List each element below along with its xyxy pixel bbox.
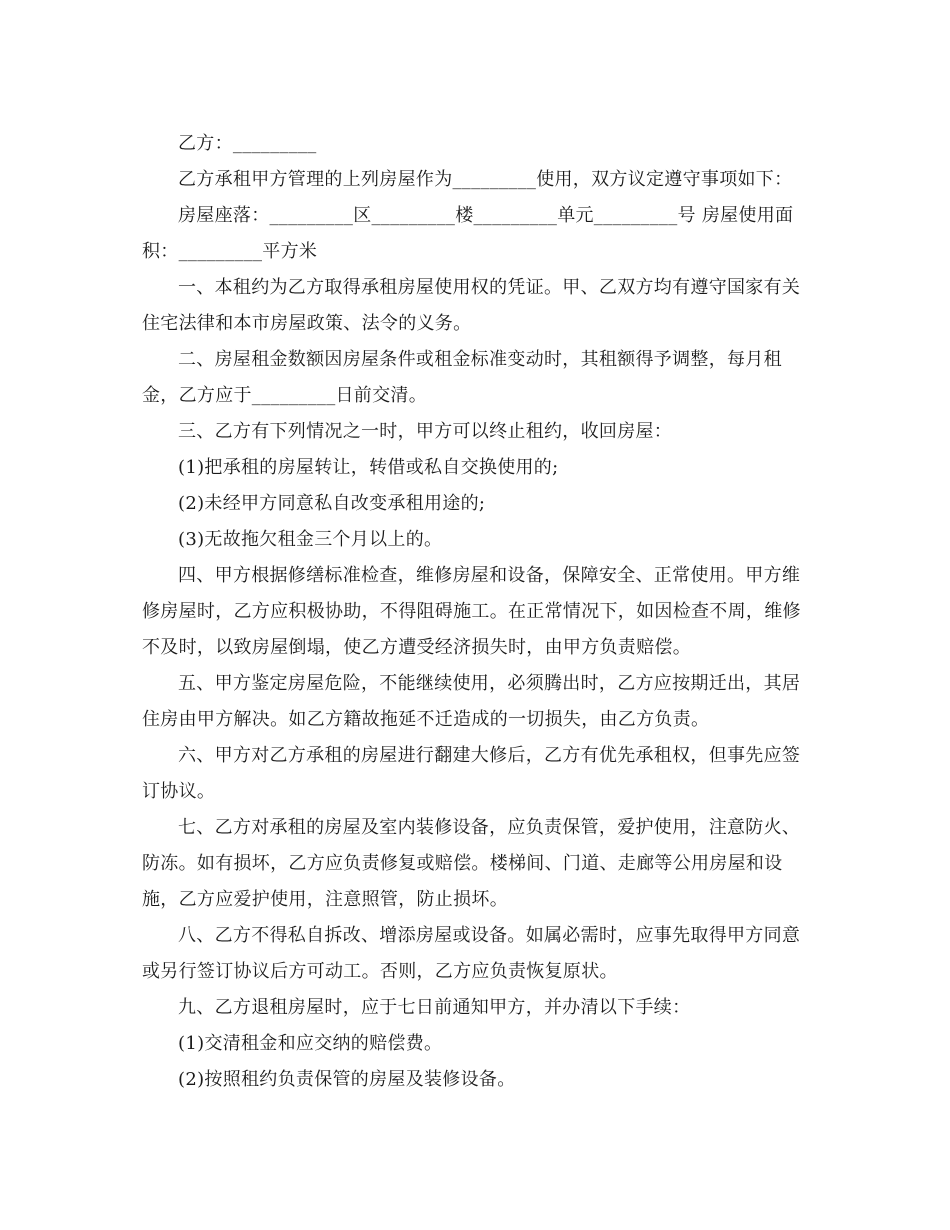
clause-3: 三、乙方有下列情况之一时，甲方可以终止租约，收回房屋：	[178, 421, 673, 442]
clause-9-item-2: (2)按照租约负责保管的房屋及装修设备。	[178, 1069, 516, 1090]
clause-7: 七、乙方对承租的房屋及室内装修设备，应负责保管，爱护使用，注意防火、防冻。如有损坏，乙方应负责修复或赔偿。楼梯间、门道、走廊等公用房屋和设施，乙方应爱护使用，注意照管，防止损坏。	[142, 817, 801, 910]
clause-3-item-2: (2)未经甲方同意私自改变承租用途的;	[178, 493, 486, 514]
property-location-paragraph: 房屋座落：_________区_________楼_________单元_________号 房屋使用面积：_________平方米	[142, 205, 794, 262]
clause-8: 八、乙方不得私自拆改、增添房屋或设备。如属必需时，应事先取得甲方同意或另行签订协议后方可动工。否则，乙方应负责恢复原状。	[142, 925, 801, 982]
clause-3-item-3: (3)无故拖欠租金三个月以上的。	[178, 529, 443, 550]
clause-6: 六、甲方对乙方承租的房屋进行翻建大修后，乙方有优先承租权，但事先应签订协议。	[142, 745, 801, 802]
party-b-line: 乙方：_________	[178, 133, 317, 154]
clause-5: 五、甲方鉴定房屋危险，不能继续使用，必须腾出时，乙方应按期迁出，其居住房由甲方解决。如乙方籍故拖延不迁造成的一切损失，由乙方负责。	[142, 673, 801, 730]
clause-3-item-1: (1)把承租的房屋转让，转借或私自交换使用的;	[178, 457, 559, 478]
clause-9: 九、乙方退租房屋时，应于七日前通知甲方，并办清以下手续：	[178, 997, 691, 1018]
clause-9-item-1: (1)交清租金和应交纳的赔偿费。	[178, 1033, 443, 1054]
clause-1: 一、本租约为乙方取得承租房屋使用权的凭证。甲、乙双方均有遵守国家有关住宅法律和本市房屋政策、法令的义务。	[142, 277, 801, 334]
usage-agreement-paragraph: 乙方承租甲方管理的上列房屋作为_________使用，双方议定遵守事项如下：	[178, 169, 793, 190]
clause-2: 二、房屋租金数额因房屋条件或租金标准变动时，其租额得予调整，每月租金，乙方应于_________日前交清。	[142, 349, 782, 406]
clause-4: 四、甲方根据修缮标准检查，维修房屋和设备，保障安全、正常使用。甲方维修房屋时，乙方应积极协助，不得阻碍施工。在正常情况下，如因检查不周，维修不及时，以致房屋倒塌，使乙方遭受经济损失时，由甲方负责赔偿。	[142, 565, 801, 658]
document-body	[142, 126, 814, 1098]
